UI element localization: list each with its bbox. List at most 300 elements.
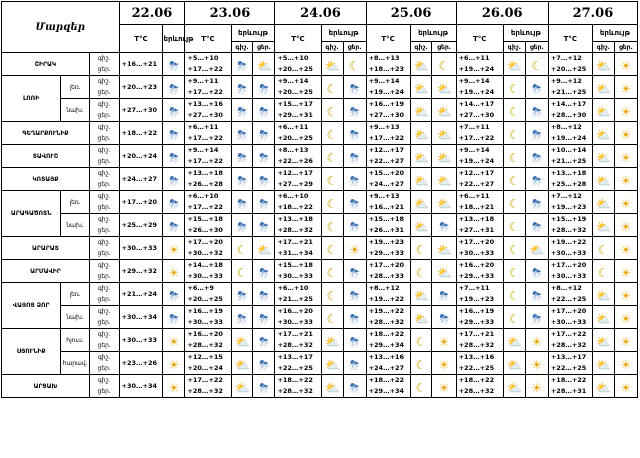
moon-icon: ☾ (415, 265, 427, 280)
temp-day: +30…+33 (550, 249, 587, 257)
night-label: գիշ. (97, 308, 111, 315)
weather-icon-cell (321, 329, 343, 352)
weather-icon-cell (231, 122, 253, 145)
day-night-labels (89, 260, 119, 283)
temp-night: +7…+11 (458, 284, 490, 292)
temp-night: +8…+12 (550, 284, 582, 292)
temp-value (366, 122, 410, 145)
sun-icon: ☀ (168, 357, 180, 372)
temp-value (275, 329, 321, 352)
weather-icon-cell (410, 329, 432, 352)
weather-icon-cell (503, 99, 525, 122)
weather-icon-cell (253, 168, 275, 191)
weather-icon-cell (163, 76, 185, 99)
temp-value (548, 145, 592, 168)
storm-icon: ⛈ (349, 127, 360, 142)
cloudsun-icon: ⛅ (596, 219, 612, 234)
temp-day: +30…+33 (121, 243, 158, 252)
storm-icon: ⛈ (237, 311, 247, 326)
storm-icon: ⛈ (259, 334, 269, 349)
storm-icon: ⛈ (237, 288, 247, 303)
storm-icon: ⛈ (237, 219, 247, 234)
temp-value (119, 306, 163, 329)
temp-day: +28…+32 (187, 341, 223, 349)
weather-icon-cell (592, 375, 614, 398)
temp-value (548, 260, 592, 283)
cloudsun-icon: ⛅ (507, 380, 523, 395)
temp-day: +27…+30 (458, 111, 495, 119)
cloudsun-icon: ⛅ (256, 242, 272, 257)
weather-icon-cell (343, 352, 366, 375)
day-short-label: ցեր. (97, 112, 111, 119)
cloudsun-icon: ⛅ (437, 265, 452, 280)
temp-value (366, 145, 410, 168)
cloudsun-icon: ⛅ (325, 58, 340, 73)
weather-icon-cell (525, 375, 548, 398)
temp-day: +18…+22 (277, 203, 313, 211)
temp-value (275, 168, 321, 191)
temp-night: +13…+18 (458, 215, 495, 223)
cloudsun-icon: ⛅ (596, 150, 612, 165)
day-short-label: ցեր. (97, 342, 111, 349)
weather-icon-cell (503, 260, 525, 283)
weather-icon-cell (163, 329, 185, 352)
temp-day: +29…+33 (368, 249, 405, 257)
night-label: գիշ. (97, 55, 111, 62)
temp-value (548, 306, 592, 329)
temp-value (456, 237, 503, 260)
weather-icon-cell (592, 145, 614, 168)
temp-day: +28…+31 (550, 387, 587, 395)
moon-icon: ☾ (531, 58, 543, 73)
cloudsun-icon: ⛅ (507, 357, 523, 372)
temp-night: +15…+17 (277, 100, 313, 108)
weather-icon-cell (614, 99, 637, 122)
weather-icon-cell (321, 283, 343, 306)
temp-value (275, 352, 321, 375)
temp-value (185, 237, 231, 260)
cloudsun-icon: ⛅ (596, 58, 612, 73)
temp-header: T°C (456, 25, 503, 53)
moon-icon: ☾ (236, 265, 248, 280)
temp-night: +17…+21 (458, 330, 495, 338)
night-label: գիշ. (97, 78, 111, 85)
temp-value (366, 260, 410, 283)
temp-value (366, 214, 410, 237)
sun-icon: ☀ (349, 242, 360, 257)
temp-value (119, 76, 163, 99)
temp-value (275, 145, 321, 168)
moon-icon: ☾ (508, 242, 520, 257)
day-short-label: ցեր. (97, 319, 111, 326)
temp-day: +17…+22 (187, 157, 223, 165)
weather-icon-cell (525, 145, 548, 168)
weather-icon-cell (503, 145, 525, 168)
cloudsun-icon: ⛅ (596, 311, 612, 326)
temp-day: +27…+30 (121, 105, 158, 114)
weather-icon-cell (231, 260, 253, 283)
cloudsun-icon: ⛅ (529, 242, 545, 257)
temp-day: +23…+26 (121, 358, 158, 367)
storm-icon: ⛈ (349, 265, 360, 280)
weather-icon-cell (592, 329, 614, 352)
storm-icon: ⛈ (259, 357, 269, 372)
storm-icon: ⛈ (259, 196, 269, 211)
weather-icon-cell (231, 283, 253, 306)
temp-night: +9…+14 (187, 146, 219, 154)
storm-icon: ⛈ (532, 219, 542, 234)
temp-value (119, 214, 163, 237)
temp-value (185, 329, 231, 352)
temp-value (366, 306, 410, 329)
temp-value (456, 168, 503, 191)
region-name: ԱՐՑԱԽ (2, 375, 90, 398)
weather-icon-cell (432, 283, 456, 306)
day-short-label: ցեր. (97, 273, 111, 280)
weather-icon-cell (503, 352, 525, 375)
weather-icon-cell (343, 375, 366, 398)
temp-day: +21…+25 (550, 157, 587, 165)
cloudsun-icon: ⛅ (235, 357, 250, 372)
temp-day: +18…+21 (458, 203, 495, 211)
temp-value (119, 53, 163, 76)
weather-icon-cell (410, 352, 432, 375)
temp-night: +16…+20 (458, 261, 495, 269)
region-name: ԿՈՏԱՅՔ (2, 168, 90, 191)
moon-icon: ☾ (326, 288, 338, 303)
weather-icon-cell (253, 329, 275, 352)
sun-icon: ☀ (168, 334, 180, 349)
weather-icon-cell (253, 99, 275, 122)
cloudsun-icon: ⛅ (437, 150, 452, 165)
temp-day: +20…+25 (277, 88, 313, 96)
temp-day: +30…+33 (550, 272, 587, 280)
temp-value (548, 122, 592, 145)
cloudsun-icon: ⛅ (437, 196, 452, 211)
weather-icon-cell (231, 352, 253, 375)
storm-icon: ⛈ (259, 311, 269, 326)
weather-icon-cell (525, 99, 548, 122)
storm-icon: ⛈ (532, 196, 542, 211)
weather-icon-cell (253, 352, 275, 375)
sun-icon: ☀ (168, 265, 180, 280)
weather-icon-cell (525, 352, 548, 375)
temp-day: +28…+32 (550, 341, 587, 349)
temp-night: +9…+14 (458, 146, 490, 154)
date-header: 25.06 (366, 2, 456, 25)
weather-icon-cell (525, 214, 548, 237)
sun-icon: ☀ (168, 380, 180, 395)
temp-night: +17…+21 (277, 238, 313, 246)
day-short-label: ցեր. (97, 181, 111, 188)
subregion-label: լեռ. (61, 76, 90, 99)
temp-value (185, 76, 231, 99)
weather-icon-cell (432, 352, 456, 375)
weather-icon-cell (410, 53, 432, 76)
temp-night: +8…+12 (550, 123, 582, 131)
cloudsun-icon: ⛅ (507, 334, 523, 349)
temp-value (366, 191, 410, 214)
sun-icon: ☀ (168, 242, 180, 257)
storm-icon: ⛈ (439, 288, 449, 303)
temp-day: +28…+33 (368, 272, 405, 280)
storm-icon: ⛈ (532, 311, 542, 326)
subregion-label: նախ. (61, 306, 90, 329)
temp-night: +9…+14 (277, 77, 309, 85)
cloudsun-icon: ⛅ (596, 380, 612, 395)
temp-day: +26…+31 (368, 226, 405, 234)
weather-icon-cell (592, 122, 614, 145)
subregion-label: նախ. (61, 214, 90, 237)
temp-value (456, 145, 503, 168)
weather-icon-cell (614, 145, 637, 168)
temp-value (456, 375, 503, 398)
temp-value (548, 168, 592, 191)
cloudsun-icon: ⛅ (235, 380, 250, 395)
cloudsun-icon: ⛅ (437, 242, 452, 257)
temp-value (456, 260, 503, 283)
temp-day: +16…+21 (121, 59, 158, 68)
temp-value (275, 237, 321, 260)
day-short-label: ցեր. (97, 365, 111, 372)
temp-night: +17…+20 (368, 261, 405, 269)
weather-icon-cell (343, 237, 366, 260)
day-night-labels (89, 375, 119, 398)
weather-icon-cell (321, 122, 343, 145)
day-night-labels (89, 352, 119, 375)
weather-icon-cell (614, 237, 637, 260)
temp-day: +25…+28 (550, 180, 587, 188)
day-night-labels (89, 168, 119, 191)
temp-night: +16…+20 (187, 330, 223, 338)
temp-night: +19…+23 (368, 238, 405, 246)
weather-icon-cell (614, 76, 637, 99)
temp-value (456, 306, 503, 329)
weather-icon-cell (503, 122, 525, 145)
date-header: 24.06 (275, 2, 366, 25)
temp-day: +22…+25 (277, 364, 313, 372)
region-name: ԱՐԱՐԱՏ (2, 237, 90, 260)
temp-day: +18…+22 (121, 128, 158, 137)
temp-night: +12…+15 (187, 353, 223, 361)
temp-day: +20…+24 (187, 364, 223, 372)
cloudsun-icon: ⛅ (413, 196, 429, 211)
temp-value (548, 283, 592, 306)
day-night-labels (89, 76, 119, 99)
weather-icon-cell (592, 283, 614, 306)
storm-icon: ⛈ (237, 173, 247, 188)
table-row (2, 76, 638, 99)
moon-icon: ☾ (597, 242, 609, 257)
weather-icon-cell (163, 306, 185, 329)
region-name: ԱՐԱԳԱԾՈՏՆ (2, 191, 61, 237)
storm-icon: ⛈ (349, 150, 360, 165)
table-row (2, 145, 638, 168)
weather-icon-cell (163, 237, 185, 260)
night-label: գիշ. (97, 285, 111, 292)
moon-icon: ☾ (508, 81, 520, 96)
weather-icon-cell (321, 352, 343, 375)
weather-icon-cell (343, 191, 366, 214)
storm-icon: ⛈ (532, 173, 542, 188)
temp-day: +27…+30 (368, 111, 405, 119)
weather-icon-cell (343, 260, 366, 283)
temp-value (275, 306, 321, 329)
storm-icon: ⛈ (237, 81, 247, 96)
temp-value (119, 375, 163, 398)
temp-night: +13…+16 (187, 100, 223, 108)
sun-icon: ☀ (620, 265, 632, 280)
storm-icon: ⛈ (259, 288, 269, 303)
weather-icon-cell (410, 76, 432, 99)
temp-night: +19…+22 (550, 238, 587, 246)
cloudsun-icon: ⛅ (596, 173, 612, 188)
moon-icon: ☾ (508, 127, 520, 142)
moon-icon: ☾ (508, 196, 520, 211)
temp-day: +22…+27 (458, 180, 495, 188)
day-short-label: ցեր. (97, 250, 111, 257)
weather-icon-cell (592, 99, 614, 122)
weather-icon-cell (503, 375, 525, 398)
temp-day: +29…+34 (368, 341, 405, 349)
temp-value (548, 375, 592, 398)
temp-value (366, 375, 410, 398)
temp-night: +6…+11 (458, 192, 490, 200)
weather-icon-cell (592, 191, 614, 214)
temp-value (548, 191, 592, 214)
weather-icon-cell (231, 237, 253, 260)
temp-day: +28…+32 (368, 318, 405, 326)
table-row (2, 237, 638, 260)
weather-icon-cell (231, 329, 253, 352)
temp-night: +18…+22 (550, 376, 587, 384)
sun-icon: ☀ (620, 311, 632, 326)
moon-icon: ☾ (508, 150, 520, 165)
storm-icon: ⛈ (349, 357, 360, 372)
storm-icon: ⛈ (237, 104, 247, 119)
night-label: գիշ. (321, 42, 343, 53)
table-row (2, 375, 638, 398)
temp-day: +24…+27 (121, 174, 158, 183)
temp-value (185, 214, 231, 237)
weather-icon-cell (410, 122, 432, 145)
temp-value (185, 53, 231, 76)
temp-value (119, 145, 163, 168)
temp-night: +12…+17 (277, 169, 313, 177)
storm-icon: ⛈ (237, 58, 247, 73)
temp-value (185, 145, 231, 168)
weather-icon-cell (410, 375, 432, 398)
weather-icon-cell (592, 168, 614, 191)
weather-icon-cell (592, 237, 614, 260)
weather-icon-cell (592, 260, 614, 283)
temp-value (366, 76, 410, 99)
weather-icon-cell (503, 53, 525, 76)
temp-day: +21…+25 (277, 295, 313, 303)
storm-icon: ⛈ (349, 334, 360, 349)
temp-night: +13…+16 (458, 353, 495, 361)
moon-icon: ☾ (326, 242, 338, 257)
temp-night: +18…+22 (458, 376, 495, 384)
weather-icon-cell (343, 76, 366, 99)
temp-day: +19…+23 (458, 295, 495, 303)
weather-icon-cell (163, 214, 185, 237)
storm-icon: ⛈ (169, 81, 179, 96)
weather-icon-cell (163, 122, 185, 145)
weather-icon-cell (343, 145, 366, 168)
temp-day: +28…+32 (277, 387, 313, 395)
temp-day: +28…+32 (277, 341, 313, 349)
temp-night: +9…+13 (368, 123, 400, 131)
cloudsun-icon: ⛅ (413, 127, 429, 142)
storm-icon: ⛈ (169, 288, 179, 303)
day-night-labels (89, 122, 119, 145)
temp-header: T°C (366, 25, 410, 53)
temp-value (119, 283, 163, 306)
cloudsun-icon: ⛅ (325, 334, 340, 349)
weather-icon-cell (432, 145, 456, 168)
temp-value (275, 375, 321, 398)
temp-night: +6…+10 (277, 284, 309, 292)
subregion-label: հարավ. (61, 352, 90, 375)
table-row (2, 122, 638, 145)
temp-day: +22…+25 (550, 364, 587, 372)
weather-icon-cell (231, 53, 253, 76)
temp-day: +17…+22 (187, 203, 223, 211)
temp-night: +6…+11 (277, 123, 309, 131)
temp-night: +8…+13 (368, 54, 400, 62)
cloudsun-icon: ⛅ (413, 311, 429, 326)
day-short-label: ցեր. (253, 42, 275, 53)
temp-header: T°C (185, 25, 231, 53)
table-row (2, 191, 638, 214)
temp-night: +13…+18 (550, 169, 587, 177)
sun-icon: ☀ (620, 150, 632, 165)
storm-icon: ⛈ (532, 150, 542, 165)
temp-value (548, 214, 592, 237)
weather-icon-cell (163, 99, 185, 122)
temp-night: +10…+14 (550, 146, 587, 154)
storm-icon: ⛈ (349, 311, 360, 326)
storm-icon: ⛈ (259, 380, 269, 395)
weather-icon-cell (253, 306, 275, 329)
phenomenon-header: երևույթ (592, 25, 637, 42)
temp-night: +9…+13 (368, 192, 400, 200)
storm-icon: ⛈ (169, 219, 179, 234)
temp-night: +14…+17 (550, 100, 587, 108)
temp-value (119, 168, 163, 191)
phenomenon-header: երևույթ (503, 25, 548, 42)
temp-day: +30…+33 (458, 249, 495, 257)
temp-day: +21…+24 (121, 289, 158, 298)
temp-value (548, 99, 592, 122)
temp-day: +29…+33 (458, 272, 495, 280)
storm-icon: ⛈ (439, 219, 449, 234)
day-short-label: ցեր. (343, 42, 366, 53)
weather-icon-cell (253, 191, 275, 214)
temp-value (456, 122, 503, 145)
weather-icon-cell (253, 122, 275, 145)
temp-value (275, 191, 321, 214)
temp-value (275, 53, 321, 76)
weather-icon-cell (410, 168, 432, 191)
weather-icon-cell (343, 329, 366, 352)
weather-icon-cell (253, 76, 275, 99)
moon-icon: ☾ (326, 265, 338, 280)
storm-icon: ⛈ (259, 127, 269, 142)
sun-icon: ☀ (438, 334, 450, 349)
storm-icon: ⛈ (349, 81, 360, 96)
